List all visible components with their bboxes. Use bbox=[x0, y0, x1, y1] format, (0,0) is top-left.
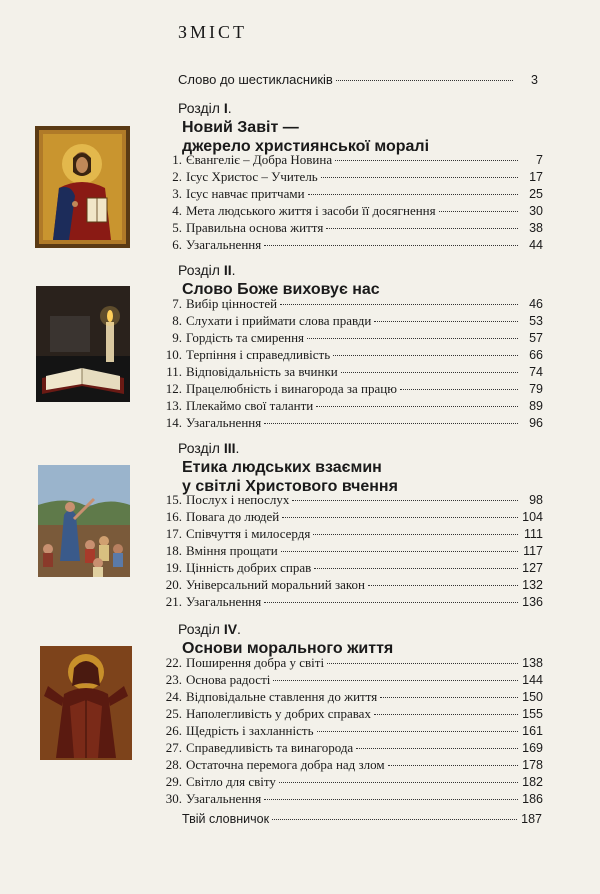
toc-entry[interactable] bbox=[156, 313, 543, 330]
entry-page: 182 bbox=[522, 775, 543, 789]
dot-leader bbox=[374, 714, 518, 715]
section-title-line: Етика людських взаємин bbox=[182, 459, 382, 476]
entry-page: 127 bbox=[522, 561, 543, 575]
entry-number: 7. bbox=[172, 296, 182, 311]
toc-entry[interactable] bbox=[156, 330, 543, 347]
entry-number: 1. bbox=[172, 152, 182, 167]
entry-page: 96 bbox=[529, 416, 543, 430]
entry-title: Вміння прощати bbox=[186, 543, 278, 558]
entry-title: Остаточна перемога добра над злом bbox=[186, 757, 385, 772]
entry-number: 6. bbox=[172, 237, 182, 252]
entry-number: 26. bbox=[165, 723, 182, 738]
toc-entry[interactable] bbox=[156, 347, 543, 364]
entry-page: 117 bbox=[523, 544, 543, 558]
entry-page: 138 bbox=[522, 656, 543, 670]
entry-title: Євангеліє – Добра Новина bbox=[186, 152, 333, 167]
entry-page: 169 bbox=[522, 741, 543, 755]
entry-number: 18. bbox=[165, 543, 182, 558]
entry-number: 27. bbox=[165, 740, 182, 755]
toc-entry[interactable] bbox=[156, 152, 543, 169]
entry-page: 3 bbox=[531, 73, 538, 87]
dot-leader bbox=[336, 80, 513, 81]
toc-entry[interactable] bbox=[156, 296, 543, 313]
toc-entry[interactable] bbox=[156, 740, 543, 757]
entry-title: Ісус Христос – Учитель bbox=[186, 169, 318, 184]
entry-number: 8. bbox=[172, 313, 182, 328]
entry-title: Твій словничок bbox=[182, 812, 270, 826]
entry-number: 11. bbox=[166, 364, 182, 379]
entry-number: 28. bbox=[165, 757, 182, 772]
entry-number: 12. bbox=[165, 381, 182, 396]
entry-number: 25. bbox=[165, 706, 182, 721]
dot-leader bbox=[317, 731, 519, 732]
section-4-entries bbox=[156, 655, 543, 808]
dot-leader bbox=[272, 819, 517, 820]
entry-title: Плекаймо свої таланти bbox=[186, 398, 314, 413]
entry-title: Працелюбність і винагорода за працю bbox=[186, 381, 397, 396]
toc-entry[interactable] bbox=[156, 706, 543, 723]
entry-page: 144 bbox=[522, 673, 543, 687]
dot-leader bbox=[326, 228, 518, 229]
entry-title: Правильна основа життя bbox=[186, 220, 324, 235]
entry-page: 132 bbox=[522, 578, 543, 592]
entry-title: Наполегливість у добрих справах bbox=[186, 706, 371, 721]
entry-page: 104 bbox=[522, 510, 543, 524]
toc-entry[interactable] bbox=[156, 791, 543, 808]
entry-page: 25 bbox=[529, 187, 543, 201]
entry-title: Узагальнення bbox=[186, 237, 262, 252]
section-label-prefix: Розділ bbox=[178, 440, 220, 456]
section-numeral: I bbox=[223, 100, 228, 116]
section-title-line: у світлі Христового вчення bbox=[182, 478, 398, 495]
dot-leader bbox=[264, 245, 518, 246]
entry-title: Узагальнення bbox=[186, 594, 262, 609]
entry-title: Поширення добра у світі bbox=[186, 655, 325, 670]
entry-number: 30. bbox=[165, 791, 182, 806]
entry-title: Повага до людей bbox=[186, 509, 280, 524]
toc-intro-entry[interactable] bbox=[178, 72, 538, 90]
entry-page: 187 bbox=[521, 812, 542, 826]
dot-leader bbox=[333, 355, 518, 356]
entry-title: Терпіння і справедливість bbox=[186, 347, 331, 362]
section-label-1: Розділ I. bbox=[178, 100, 232, 116]
toc-entry[interactable] bbox=[156, 577, 543, 594]
entry-page: 155 bbox=[522, 707, 543, 721]
section-label-prefix: Розділ bbox=[178, 100, 220, 116]
page-title: ЗМІСТ bbox=[178, 22, 248, 42]
section-3-entries bbox=[156, 492, 543, 611]
entry-page: 161 bbox=[522, 724, 543, 738]
section-title-1 bbox=[182, 118, 512, 156]
toc-entry[interactable] bbox=[156, 672, 543, 689]
entry-number: 10. bbox=[165, 347, 182, 362]
sermon-painting-image bbox=[38, 465, 130, 577]
section-label-prefix: Розділ bbox=[178, 262, 220, 278]
section-label-4: Розділ IV. bbox=[178, 621, 241, 637]
entry-number: 24. bbox=[165, 689, 182, 704]
entry-page: 38 bbox=[529, 221, 543, 235]
entry-title: Узагальнення bbox=[186, 791, 262, 806]
dot-leader bbox=[264, 423, 518, 424]
entry-page: 7 bbox=[536, 153, 543, 167]
dot-leader bbox=[313, 534, 518, 535]
dot-leader bbox=[292, 500, 518, 501]
entry-page: 46 bbox=[529, 297, 543, 311]
christ-pantocrator-icon bbox=[35, 126, 130, 248]
toc-entry[interactable] bbox=[156, 655, 543, 672]
section-numeral: II bbox=[223, 262, 232, 278]
dot-leader bbox=[368, 585, 518, 586]
toc-entry[interactable] bbox=[156, 203, 543, 220]
dot-leader bbox=[327, 663, 518, 664]
entry-number: 5. bbox=[172, 220, 182, 235]
toc-entry[interactable] bbox=[156, 492, 543, 509]
dot-leader bbox=[388, 765, 518, 766]
entry-title: Відповідальність за вчинки bbox=[186, 364, 338, 379]
toc-entry[interactable] bbox=[156, 509, 543, 526]
dot-leader bbox=[400, 389, 518, 390]
toc-entry[interactable] bbox=[156, 543, 543, 560]
entry-title: Співчуття і милосердя bbox=[186, 526, 311, 541]
entry-title: Цінність добрих справ bbox=[186, 560, 312, 575]
dot-leader bbox=[279, 782, 518, 783]
entry-title: Світло для світу bbox=[186, 774, 276, 789]
dot-leader bbox=[380, 697, 518, 698]
toc-entry[interactable] bbox=[156, 398, 543, 415]
dot-leader bbox=[282, 517, 518, 518]
entry-page: 30 bbox=[529, 204, 543, 218]
section-2-entries bbox=[156, 296, 543, 432]
section-title-line: Слово Боже виховує нас bbox=[182, 281, 380, 298]
entry-number: 4. bbox=[172, 203, 182, 218]
dot-leader bbox=[356, 748, 518, 749]
entry-number: 22. bbox=[165, 655, 182, 670]
entry-number: 19. bbox=[165, 560, 182, 575]
toc-glossary-entry[interactable] bbox=[182, 812, 542, 830]
toc-entry[interactable] bbox=[156, 169, 543, 186]
entry-number: 13. bbox=[165, 398, 182, 413]
dot-leader bbox=[439, 211, 518, 212]
entry-number: 16. bbox=[165, 509, 182, 524]
entry-title: Щедрість і захланність bbox=[186, 723, 314, 738]
section-label-prefix: Розділ bbox=[178, 621, 220, 637]
toc-entry[interactable] bbox=[156, 186, 543, 203]
dot-leader bbox=[280, 304, 518, 305]
entry-page: 17 bbox=[529, 170, 543, 184]
entry-number: 15. bbox=[165, 492, 182, 507]
entry-page: 98 bbox=[529, 493, 543, 507]
toc-entry[interactable] bbox=[156, 757, 543, 774]
entry-title: Основа радості bbox=[186, 672, 271, 687]
entry-page: 66 bbox=[529, 348, 543, 362]
entry-page: 79 bbox=[529, 382, 543, 396]
entry-title: Ісус навчає притчами bbox=[186, 186, 305, 201]
entry-page: 178 bbox=[522, 758, 543, 772]
toc-entry[interactable] bbox=[156, 381, 543, 398]
entry-page: 74 bbox=[529, 365, 543, 379]
entry-page: 57 bbox=[529, 331, 543, 345]
toc-entry[interactable] bbox=[156, 526, 543, 543]
section-label-3: Розділ III. bbox=[178, 440, 240, 456]
entry-title: Слухати і приймати слова правди bbox=[186, 313, 372, 328]
section-title-3 bbox=[182, 458, 512, 496]
dot-leader bbox=[314, 568, 518, 569]
toc-entry[interactable] bbox=[156, 415, 543, 432]
entry-title: Узагальнення bbox=[186, 415, 262, 430]
entry-title: Відповідальне ставлення до життя bbox=[186, 689, 378, 704]
entry-page: 53 bbox=[529, 314, 543, 328]
entry-number: 17. bbox=[165, 526, 182, 541]
toc-entry[interactable] bbox=[156, 364, 543, 381]
section-numeral: IV bbox=[223, 621, 238, 637]
section-title-line: Основи морального життя bbox=[182, 640, 394, 657]
dot-leader bbox=[341, 372, 518, 373]
toc-entry[interactable] bbox=[156, 220, 543, 237]
section-title-line: Новий Завіт — bbox=[182, 119, 299, 136]
section-title-line: джерело християнської моралі bbox=[182, 138, 430, 155]
dot-leader bbox=[307, 338, 518, 339]
entry-page: 89 bbox=[529, 399, 543, 413]
toc-entry[interactable] bbox=[156, 774, 543, 791]
entry-number: 3. bbox=[172, 186, 182, 201]
entry-number: 9. bbox=[172, 330, 182, 345]
open-bible-candle-image bbox=[36, 286, 130, 402]
entry-page: 150 bbox=[522, 690, 543, 704]
entry-page: 136 bbox=[522, 595, 543, 609]
entry-number: 23. bbox=[165, 672, 182, 687]
entry-title: Універсальний моральний закон bbox=[186, 577, 365, 592]
entry-title: Слово до шестикласників bbox=[178, 72, 333, 87]
toc-entry[interactable] bbox=[156, 689, 543, 706]
entry-page: 44 bbox=[529, 238, 543, 252]
toc-entry[interactable] bbox=[156, 560, 543, 577]
entry-number: 29. bbox=[165, 774, 182, 789]
dot-leader bbox=[308, 194, 518, 195]
entry-number: 20. bbox=[165, 577, 182, 592]
theotokos-orans-icon bbox=[40, 646, 132, 760]
dot-leader bbox=[374, 321, 518, 322]
entry-title: Справедливість та винагорода bbox=[186, 740, 354, 755]
section-label-2: Розділ II. bbox=[178, 262, 236, 278]
toc-entry[interactable] bbox=[156, 237, 543, 254]
dot-leader bbox=[316, 406, 518, 407]
entry-title: Мета людського життя і засоби її досягнення bbox=[186, 203, 436, 218]
entry-title: Гордість та смирення bbox=[186, 330, 305, 345]
toc-entry[interactable] bbox=[156, 594, 543, 611]
section-numeral: III bbox=[223, 440, 236, 456]
entry-title: Послух і непослух bbox=[186, 492, 290, 507]
dot-leader bbox=[321, 177, 518, 178]
toc-entry[interactable] bbox=[156, 723, 543, 740]
dot-leader bbox=[264, 799, 518, 800]
entry-page: 111 bbox=[523, 527, 543, 541]
dot-leader bbox=[264, 602, 518, 603]
entry-number: 21. bbox=[165, 594, 182, 609]
dot-leader bbox=[273, 680, 518, 681]
dot-leader bbox=[335, 160, 518, 161]
entry-title: Вибір цінностей bbox=[186, 296, 278, 311]
entry-page: 186 bbox=[522, 792, 543, 806]
dot-leader bbox=[281, 551, 518, 552]
entry-number: 14. bbox=[165, 415, 182, 430]
entry-number: 2. bbox=[172, 169, 182, 184]
section-1-entries bbox=[156, 152, 543, 254]
